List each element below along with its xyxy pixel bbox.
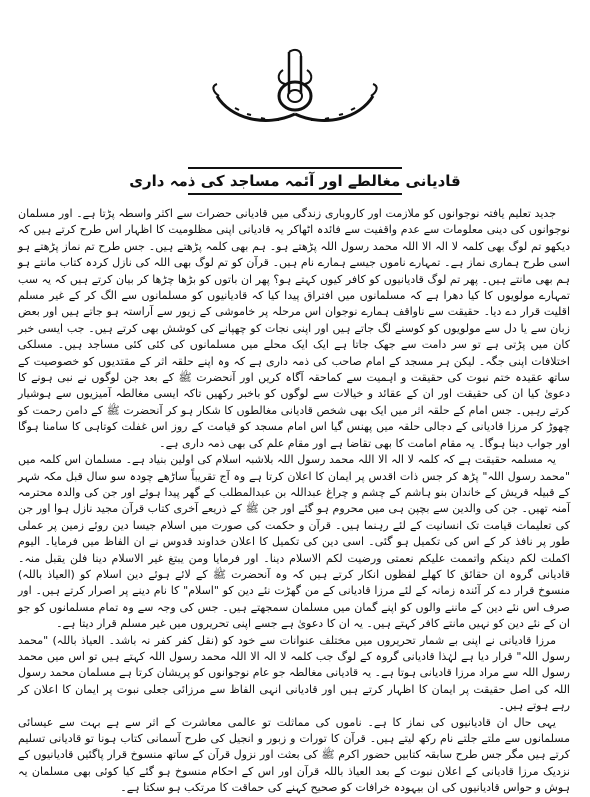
article-body bbox=[18, 206, 570, 795]
paragraph: یہ مسلمہ حقیقت ہے کہ کلمہ لا الہ الا اللہ محمد رسول اللہ بلاشبہ اسلام کی اولین بنیاد ہے۔ مسلمان اس کلمہ میں "محمد رسول اللہ" پڑھ کر جس ذات اقدس پر ایمان کا اعلان کرتا ہے وہ آج تقریباً ساڑھے چودہ سو سال قبل مکہ شہر کے قبیلہ قریش کے خاندان بنو ہاشم کے چشم و چراغ عبداللہ بن عبدالمطلب کے گھر پیدا ہوئے اور جن کی والدہ محترمہ آمنہ تھیں۔ جن کی والدین سے بچپن ہی میں محروم ہو گئے اور جن ﷺ کے ذریعے آخری کتاب قرآن مجید نازل ہوا اور جن کی تعلیمات قیامت تک انسانیت کے لئے رہنما ہیں۔ قرآن و حکمت کی صورت میں اسلام جیسا دین روئے زمین پر عملی طور پر نافذ کر کے اس کی تکمیل ہو گئی۔ اسی دین کی تکمیل کا اعلان خداوند قدوس نے ان الفاظ میں فرمایا۔ الیوم اکملت لکم دینکم واتممت علیکم نعمتی ورضیت لکم الاسلام دینا۔ اور فرمایا ومن یبتغ غیر الاسلام دینا فلن یقبل منہ۔ قادیانی گروہ ان حقائق کا کھلے لفظوں انکار کرتے ہیں کہ وہ آنحضرت ﷺ کے لائے ہوئے دین اسلام کو (العیاذ باللہ) منسوخ قرار دے کر آئندہ زمانہ کے لئے مرزا قادیانی کے من گھڑت نئے دین کو "اسلام" کا نام دینے پر اصرار کرتے ہیں۔ اور صرف اس نئے دین کے ماننے والوں کو اپنے گمان میں مسلمان سمجھتے ہیں۔ جس کی وجہ سے وہ تمام مسلمانوں کو جو ان کے نئے دین کو نہیں مانتے کافر کہتے ہیں۔ یہ ان کا دعویٰ ہے جسے اپنی تحریروں میں غیر مسلم قرار دیتا ہے۔ bbox=[18, 453, 570, 631]
paragraph: یہی حال ان قادیانیوں کی نماز کا ہے۔ ناموں کی مماثلت تو عالمی معاشرت کے اثر سے ہے بہت سے عیسائی مسلمانوں سے ملتے جلتے نام رکھ لیتے ہیں۔ قرآن کا تورات و زبور و انجیل کی طرح آسمانی کتاب ہونا تو قادیانی تسلیم کرتے ہیں مگر جس طرح سابقہ کتابیں حضور اکرم ﷺ کی بعثت اور نزول قرآن کے ساتھ منسوخ قرار پاگئیں قادیانیوں کے نزدیک مرزا قادیانی کے اعلان نبوت کے بعد العیاذ باللہ قرآن اور اس کے احکام منسوخ ہو گئے کیا کوئی بھی مسلمان یہ ہوش و حواس قادیانیوں کی ان بیہودہ خرافات کو صحیح کہنے کی حماقت کا مرتکب ہو سکتا ہے۔ bbox=[18, 715, 570, 795]
page-title: قادیانی مغالطے اور آئمہ مساجد کی ذمہ داری bbox=[129, 172, 461, 190]
title-banner bbox=[129, 167, 461, 195]
paragraph: جدید تعلیم یافتہ نوجوانوں کو ملازمت اور کاروباری زندگی میں قادیانی حضرات سے اکثر واسطہ پڑتا ہے۔ اور مسلمان نوجوانوں کی دینی معلومات سے عدم واقفیت سے فائدہ اٹھاکر یہ قادیانی اپنی مظلومیت کا اظہار اس طرح کرتے ہیں کہ دیکھو تم لوگ بھی کلمہ لا الہ الا اللہ محمد رسول اللہ پڑھتے ہو۔ ہم بھی کلمہ پڑھتے ہیں۔ جس طرح تم نماز پڑھتے ہو اسی طرح ہماری نماز ہے۔ تمہارے ناموں جیسے ہمارے نام ہیں۔ قرآن کو تم لوگ بھی اللہ کی نازل کردہ کتاب مانتے ہو ہم بھی مانتے ہیں۔ پھر تم لوگ قادیانیوں کو کافر کیوں کہتے ہو؟ پھر ان باتوں کو بڑھا چڑھا کر بیان کرتے ہیں کہ یہ سب تمہارے مولویوں کا کیا دھرا ہے کہ مسلمانوں میں افتراق پیدا کیا کہ قادیانیوں کو مسلمانوں سے الگ کر کے غیر مسلم اقلیت قرار دے دیا۔ حقیقت سے ناواقف ہمارے نوجوان اس مرحلہ پر خاموشی کے زیور سے آراستہ ہو جاتے ہیں اور بعض زبان سے یا دل سے مولویوں کو کوسنے لگ جاتے ہیں اور اپنی نجات کو چھپانے کی کوشش بھی کرتے ہیں۔ جب ایسی خبر کان میں پڑتی ہے تو سر دامت سے جھک جاتا ہے ایک ایک محلے میں مسلمانوں کی کئی کئی مساجد ہیں۔ مسلکی اختلافات اپنی جگہ۔ لیکن ہر مسجد کے امام صاحب کی ذمہ داری ہے کہ وہ اپنے حلقہ اثر کے مقتدیوں کو خصوصیت کے ساتھ عقیدہ ختم نبوت کی حقیقت و اہمیت سے کماحقہ آگاہ کریں اور آنحضرت ﷺ کے بعد جن لوگوں نے نبی ہونے کا دعویٰ کیا ان کی حقیقت اور ان کے عقائد و خیالات سے لوگوں کو باخبر رکھیں تاکہ ایسی مغالطہ آمیزیوں سے ہوشیار کرتے رہیں۔ جس امام کے حلقہ اثر میں ایک بھی شخص قادیانی مغالطوں کا شکار ہو کر آنحضرت ﷺ کے دامن رحمت کو چھوڑ کر مرزا قادیانی کے دجالی حلقہ میں پھنس گیا اس امام مسجد کو قیامت کے روز اس غفلت کوتاہی کا سامنا ہوگا اور جواب دینا ہوگا۔ یہ مقام امامت کا بھی تقاضا ہے اور مقام علم کی بھی ذمہ داری ہے۔ bbox=[18, 207, 570, 450]
calligraphy-emblem-icon bbox=[205, 48, 385, 128]
paragraph: مرزا قادیانی نے اپنی بے شمار تحریروں میں مختلف عنوانات سے خود کو (نقل کفر کفر نہ باشد۔ العیاذ باللہ) "محمد رسول اللہ" قرار دیا ہے لہٰذا قادیانی گروہ کے لوگ جب کلمہ لا الہ الا اللہ محمد رسول اللہ کہتے ہیں تو اس میں محمد رسول اللہ سے مراد مرزا قادیانی ہوتا ہے۔ یہ قادیانی مغالطہ جو عام نوجوانوں کو پریشان کرتا ہے مسلمان محمد رسول اللہ کی اصل حقیقت پر ایمان کا اظہار کرتے ہیں اور قادیانی انہی الفاظ سے مرزائی جعلی نبوت پر ایمان کا اعلان کر رہے ہوتے ہیں۔ bbox=[18, 633, 570, 713]
